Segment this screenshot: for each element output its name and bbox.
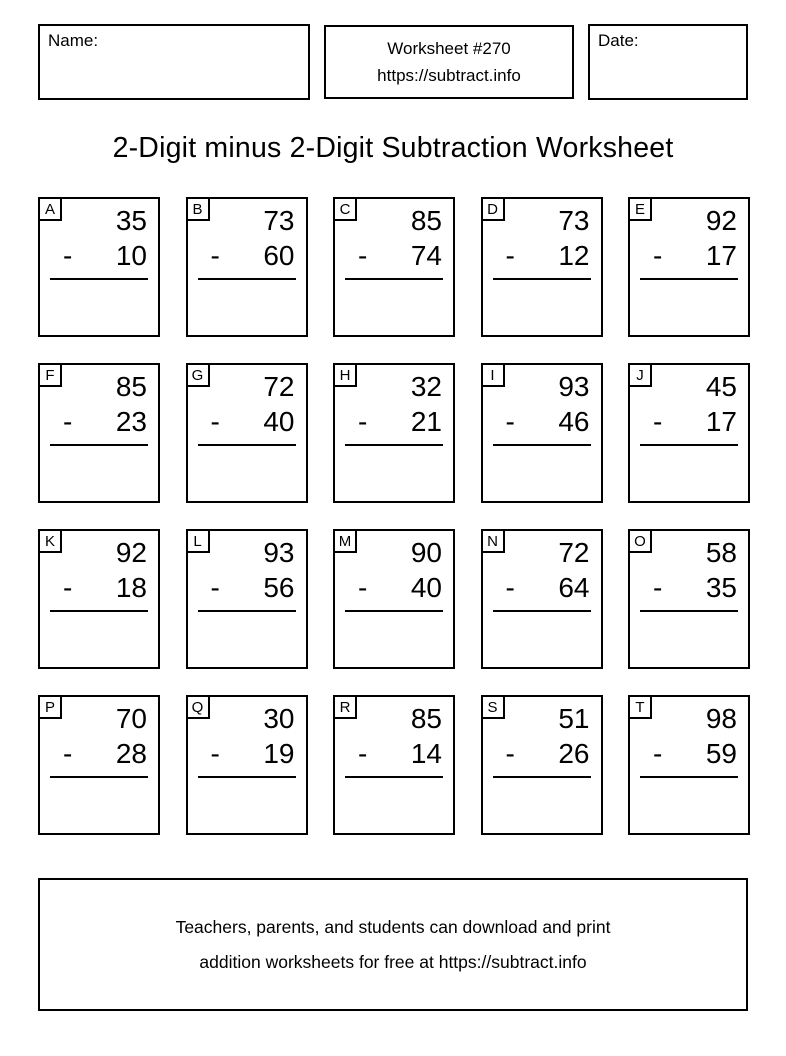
problem-cell — [38, 197, 160, 337]
answer-space — [188, 778, 306, 826]
minuend: 72 — [558, 537, 590, 568]
answer-space — [188, 280, 306, 328]
worksheet-number: Worksheet #270 — [387, 39, 511, 58]
subtrahend: 56 — [263, 572, 295, 603]
problem-label: H — [333, 363, 357, 387]
subtrahend: 28 — [115, 738, 147, 769]
minuend: 73 — [558, 205, 590, 236]
subtrahend: 12 — [558, 240, 590, 271]
subtrahend-row — [630, 404, 748, 439]
subtrahend: 17 — [705, 240, 737, 271]
minus-operator: - — [63, 406, 73, 437]
subtrahend-row — [188, 238, 306, 273]
subtrahend: 64 — [558, 572, 590, 603]
minus-operator: - — [358, 406, 368, 437]
problem-label: O — [628, 529, 652, 553]
answer-space — [335, 778, 453, 826]
minus-operator: - — [653, 240, 663, 271]
subtrahend-row — [335, 570, 453, 605]
subtrahend-row — [335, 404, 453, 439]
subtrahend-row — [40, 570, 158, 605]
page-title: 2-Digit minus 2-Digit Subtraction Worksheet — [112, 132, 674, 164]
problem-label: J — [628, 363, 652, 387]
subtrahend-row — [40, 736, 158, 771]
problem-label: N — [481, 529, 505, 553]
minuend: 35 — [115, 205, 147, 236]
minuend: 92 — [115, 537, 147, 568]
answer-space — [188, 612, 306, 660]
problem-cell — [333, 363, 455, 503]
minuend: 32 — [410, 371, 442, 402]
problem-label: M — [333, 529, 357, 553]
subtrahend-row — [40, 404, 158, 439]
minus-operator: - — [505, 406, 515, 437]
minuend: 30 — [263, 703, 295, 734]
minuend: 90 — [410, 537, 442, 568]
footer-line-1: Teachers, parents, and students can download and print — [175, 916, 611, 937]
problem-cell — [628, 695, 750, 835]
minuend: 72 — [263, 371, 295, 402]
subtrahend-row — [188, 736, 306, 771]
subtrahend-row — [483, 570, 601, 605]
problems-grid — [38, 197, 750, 835]
problem-cell — [38, 695, 160, 835]
problem-cell — [628, 363, 750, 503]
problem-cell — [481, 363, 603, 503]
answer-space — [483, 612, 601, 660]
minus-operator: - — [63, 738, 73, 769]
subtrahend-row — [630, 570, 748, 605]
minus-operator: - — [210, 572, 220, 603]
answer-space — [483, 280, 601, 328]
minus-operator: - — [505, 240, 515, 271]
minuend: 98 — [705, 703, 737, 734]
subtrahend: 59 — [705, 738, 737, 769]
date-field-box — [588, 24, 748, 100]
minuend: 93 — [558, 371, 590, 402]
answer-space — [630, 778, 748, 826]
problem-cell — [38, 363, 160, 503]
problem-label: K — [38, 529, 62, 553]
minus-operator: - — [358, 738, 368, 769]
minuend: 92 — [705, 205, 737, 236]
subtrahend: 46 — [558, 406, 590, 437]
answer-space — [335, 446, 453, 494]
subtrahend: 10 — [115, 240, 147, 271]
minuend: 85 — [410, 205, 442, 236]
minuend: 58 — [705, 537, 737, 568]
minuend: 85 — [115, 371, 147, 402]
minus-operator: - — [210, 406, 220, 437]
problem-cell — [186, 197, 308, 337]
problem-cell — [186, 529, 308, 669]
problem-label: A — [38, 197, 62, 221]
problem-cell — [186, 695, 308, 835]
problem-label: S — [481, 695, 505, 719]
subtrahend: 23 — [115, 406, 147, 437]
subtrahend: 14 — [410, 738, 442, 769]
answer-space — [40, 446, 158, 494]
minuend: 70 — [115, 703, 147, 734]
subtrahend-row — [483, 404, 601, 439]
problem-cell — [333, 695, 455, 835]
answer-space — [188, 446, 306, 494]
answer-space — [40, 778, 158, 826]
problem-cell — [628, 197, 750, 337]
name-label: Name: — [48, 31, 99, 50]
subtrahend: 40 — [263, 406, 295, 437]
problem-cell — [38, 529, 160, 669]
minus-operator: - — [358, 572, 368, 603]
subtrahend: 26 — [558, 738, 590, 769]
problem-label: I — [481, 363, 505, 387]
problem-label: F — [38, 363, 62, 387]
minus-operator: - — [358, 240, 368, 271]
minuend: 93 — [263, 537, 295, 568]
minuend: 45 — [705, 371, 737, 402]
minus-operator: - — [653, 572, 663, 603]
problem-label: C — [333, 197, 357, 221]
problem-label: B — [186, 197, 210, 221]
problem-label: R — [333, 695, 357, 719]
problem-cell — [333, 529, 455, 669]
problem-cell — [628, 529, 750, 669]
problem-label: P — [38, 695, 62, 719]
problem-cell — [333, 197, 455, 337]
subtrahend: 74 — [410, 240, 442, 271]
problem-label: T — [628, 695, 652, 719]
problem-label: Q — [186, 695, 210, 719]
subtrahend: 40 — [410, 572, 442, 603]
minus-operator: - — [210, 738, 220, 769]
problem-label: L — [186, 529, 210, 553]
answer-space — [335, 280, 453, 328]
problem-label: D — [481, 197, 505, 221]
subtrahend-row — [188, 570, 306, 605]
answer-space — [483, 446, 601, 494]
subtrahend-row — [630, 736, 748, 771]
answer-space — [40, 280, 158, 328]
answer-space — [335, 612, 453, 660]
answer-space — [483, 778, 601, 826]
problem-label: G — [186, 363, 210, 387]
subtrahend: 35 — [705, 572, 737, 603]
subtrahend: 18 — [115, 572, 147, 603]
worksheet-url: https://subtract.info — [377, 66, 521, 85]
minus-operator: - — [210, 240, 220, 271]
subtrahend: 17 — [705, 406, 737, 437]
minuend: 85 — [410, 703, 442, 734]
subtrahend: 21 — [410, 406, 442, 437]
answer-space — [40, 612, 158, 660]
minus-operator: - — [63, 240, 73, 271]
footer-line-2: addition worksheets for free at https://subtract.info — [199, 951, 587, 972]
name-field-box — [38, 24, 310, 100]
answer-space — [630, 280, 748, 328]
subtrahend: 60 — [263, 240, 295, 271]
answer-space — [630, 446, 748, 494]
problem-cell — [481, 695, 603, 835]
footer-note-box — [38, 878, 748, 1011]
subtrahend-row — [335, 238, 453, 273]
minus-operator: - — [653, 738, 663, 769]
header — [38, 24, 748, 100]
minus-operator: - — [505, 738, 515, 769]
subtrahend-row — [483, 238, 601, 273]
subtrahend-row — [40, 238, 158, 273]
problem-cell — [186, 363, 308, 503]
subtrahend-row — [335, 736, 453, 771]
minuend: 51 — [558, 703, 590, 734]
minus-operator: - — [63, 572, 73, 603]
problem-cell — [481, 197, 603, 337]
subtrahend: 19 — [263, 738, 295, 769]
problem-label: E — [628, 197, 652, 221]
subtrahend-row — [483, 736, 601, 771]
problem-cell — [481, 529, 603, 669]
minus-operator: - — [653, 406, 663, 437]
subtrahend-row — [630, 238, 748, 273]
subtrahend-row — [188, 404, 306, 439]
minus-operator: - — [505, 572, 515, 603]
worksheet-info-box — [324, 25, 574, 99]
minuend: 73 — [263, 205, 295, 236]
answer-space — [630, 612, 748, 660]
date-label: Date: — [598, 31, 639, 50]
